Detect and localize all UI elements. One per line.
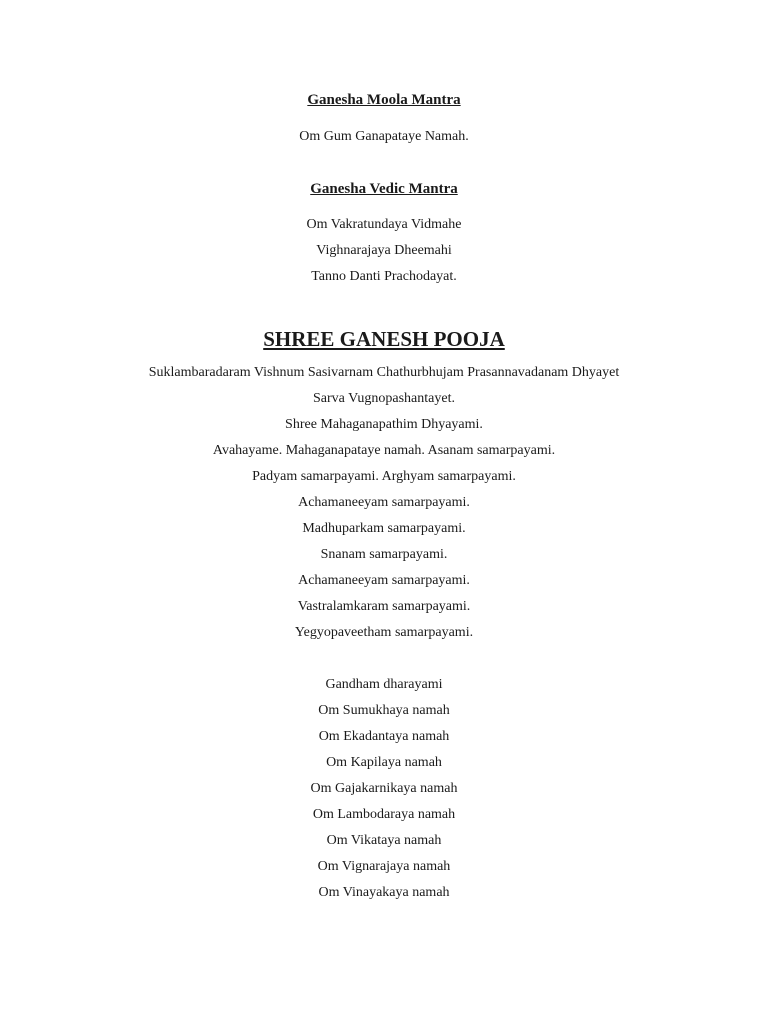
name-line: Om Vignarajaya namah xyxy=(317,859,451,874)
moola-mantra-line: Om Gum Ganapataye Namah. xyxy=(299,129,469,144)
pooja-line: Vastralamkaram samarpayami. xyxy=(297,599,471,614)
name-line: Om Vikataya namah xyxy=(326,833,442,848)
pooja-line: Avahayame. Mahaganapataye namah. Asanam samarpayami. xyxy=(212,443,556,458)
pooja-line: Suklambaradaram Vishnum Sasivarnam Chathurbhujam Prasannavadanam Dhyayet xyxy=(148,365,620,380)
pooja-line: Achamaneeyam samarpayami. xyxy=(298,495,470,510)
name-line: Gandham dharayami xyxy=(325,677,443,692)
vedic-mantra-heading: Ganesha Vedic Mantra xyxy=(310,181,458,197)
moola-mantra-heading: Ganesha Moola Mantra xyxy=(307,92,461,108)
name-line: Om Lambodaraya namah xyxy=(312,807,456,822)
pooja-line: Madhuparkam samarpayami. xyxy=(302,521,466,536)
pooja-line: Achamaneeyam samarpayami. xyxy=(298,573,470,588)
name-line: Om Ekadantaya namah xyxy=(318,729,450,744)
name-line: Om Gajakarnikaya namah xyxy=(310,781,458,796)
name-line: Om Vinayakaya namah xyxy=(318,885,450,900)
vedic-mantra-line: Tanno Danti Prachodayat. xyxy=(311,269,457,284)
name-line: Om Kapilaya namah xyxy=(326,755,442,770)
pooja-line: Snanam samarpayami. xyxy=(320,547,448,562)
pooja-line: Shree Mahaganapathim Dhyayami. xyxy=(285,417,483,432)
vedic-mantra-line: Om Vakratundaya Vidmahe xyxy=(306,217,462,232)
name-line: Om Sumukhaya namah xyxy=(318,703,450,718)
pooja-line: Sarva Vugnopashantayet. xyxy=(313,391,455,406)
vedic-mantra-line: Vighnarajaya Dheemahi xyxy=(316,243,452,258)
pooja-line: Yegyopaveetham samarpayami. xyxy=(294,625,474,640)
pooja-title: SHREE GANESH POOJA xyxy=(263,327,505,351)
pooja-line: Padyam samarpayami. Arghyam samarpayami. xyxy=(252,469,516,484)
